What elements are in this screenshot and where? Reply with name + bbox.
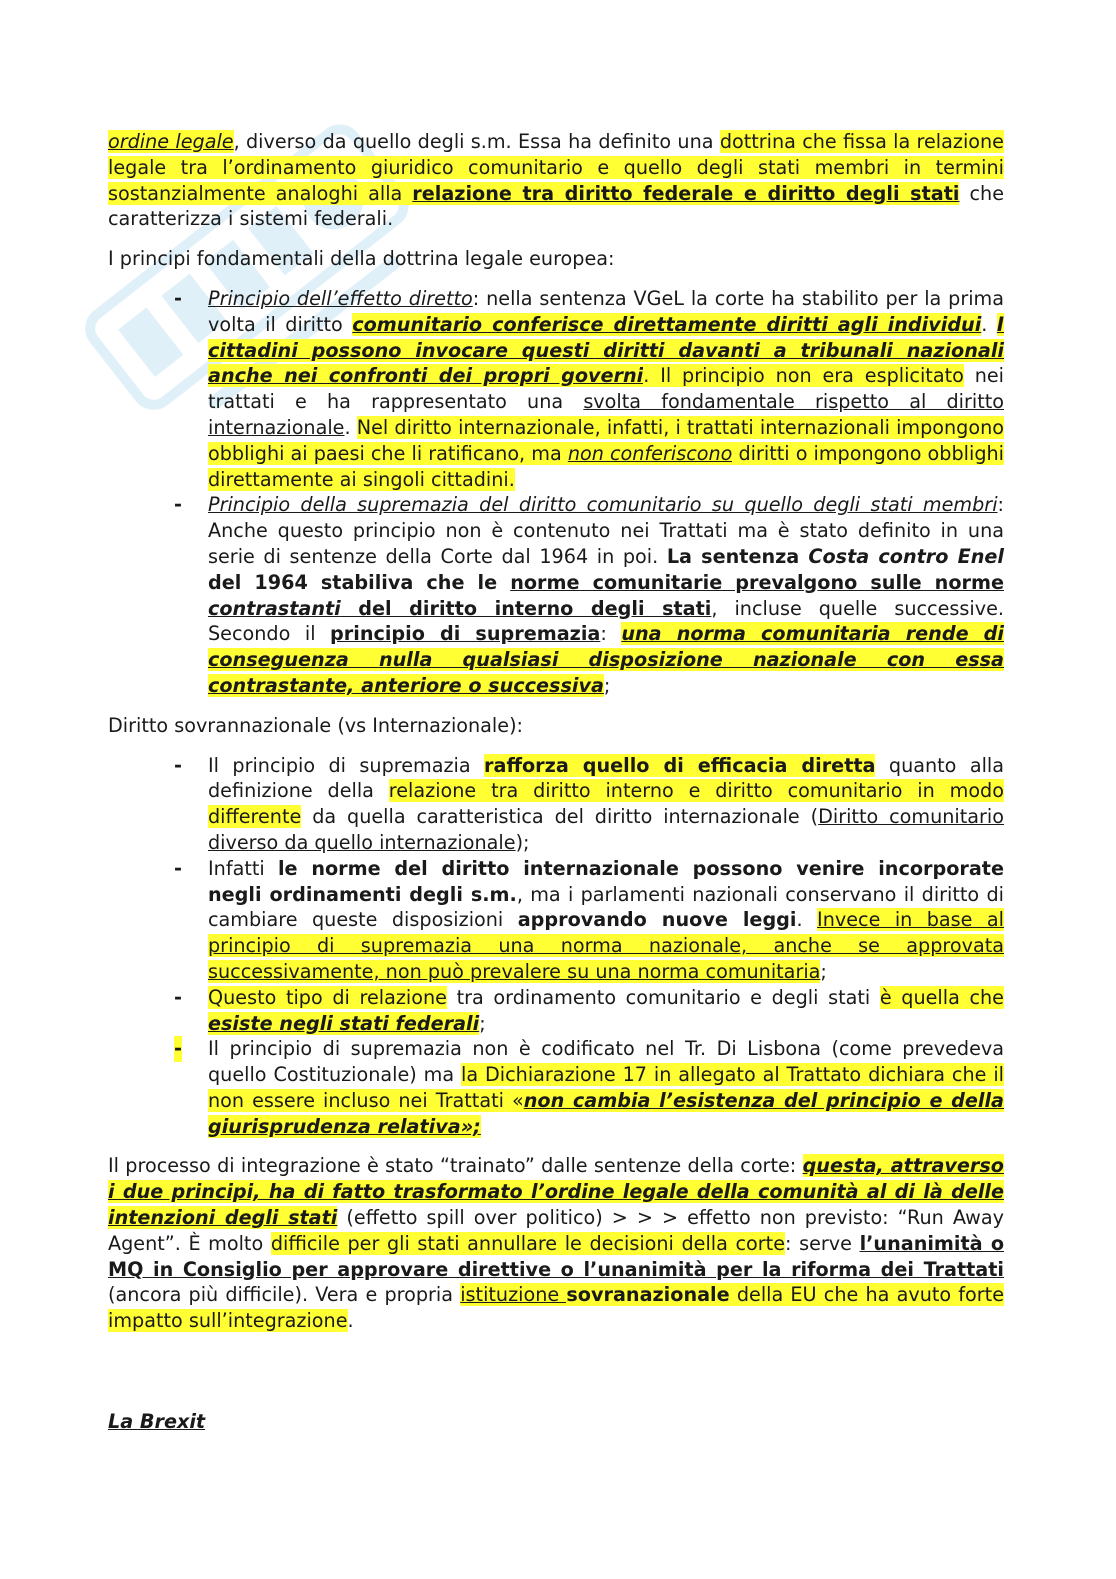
text-span: (ancora più difficile). Vera e propria: [108, 1283, 461, 1307]
text-span: svolta fondamentale rispetto al diritto internazionale: [208, 390, 1004, 439]
principles-list: [108, 286, 1004, 699]
text-span: difficile per gli stati annullare le decisioni della corte: [270, 1231, 786, 1255]
text-span: .: [981, 312, 997, 336]
text-span: esiste negli stati federali: [208, 1011, 480, 1035]
text-span: diritti o impongono obblighi direttamente ai singoli cittadini.: [208, 441, 1004, 491]
text-span: non era esplicitato: [775, 364, 964, 388]
text-span: : nella sentenza VGeL la corte ha stabilito per la prima volta il diritto: [208, 286, 1004, 336]
text-span: , diverso da quello degli s.m. Essa ha definito una: [233, 130, 720, 153]
text-span: relazione tra diritto federale e diritto degli stati: [412, 181, 960, 205]
text-span: : Anche questo principio non è contenuto nei Trattati ma è stato definito in una serie di sentenze della Corte dal 1964 in poi.: [208, 493, 1004, 568]
text-span: Nel diritto internazionale, infatti, i trattati internazionali impongono obblighi ai paesi che li ratificano, ma: [208, 415, 1005, 465]
text-span: Questo tipo di relazione: [208, 985, 447, 1009]
text-span: ordine legale: [108, 130, 234, 153]
text-span: I cittadini possono invocare questi diritti davanti a tribunali nazionali anche nei confronti dei propri governi: [208, 312, 1004, 388]
supremacy-list: [108, 753, 1004, 1140]
text-span: norme comunitarie prevalgono sulle norme: [510, 570, 1004, 594]
text-span: approvando nuove leggi: [517, 908, 797, 932]
text-span: relazione tra diritto interno e diritto comunitario in modo differente: [208, 779, 1004, 829]
text-span: del 1964 stabiliva che le: [208, 570, 511, 594]
text-span: da quella caratteristica del diritto internazionale (: [301, 805, 819, 829]
text-span: comunitario conferisce direttamente diritti agli individui: [352, 312, 982, 336]
text-span: rafforza quello di efficacia diretta: [484, 753, 876, 777]
document-body: [108, 129, 1004, 1334]
text-span: . Il principio: [643, 364, 776, 388]
text-span: dottrina che fissa la relazione legale tra l’ordinamento giuridico comunitario e quello degli stati membri in termini sostanzialmente analoghi alla: [108, 130, 1004, 205]
text-span: , incluse quelle successive. Secondo il: [208, 596, 1004, 646]
text-span: è quella che: [879, 985, 1004, 1009]
list-item: [174, 1036, 1004, 1139]
text-span: Principio dell’effetto diretto: [208, 286, 473, 310]
bullet: -: [174, 1037, 182, 1061]
bullet: -: [174, 286, 182, 310]
text-span: del diritto interno degli stati: [340, 596, 712, 620]
list-item: [174, 856, 1005, 985]
text-span: La sentenza: [666, 544, 809, 568]
text-span: non conferiscono: [567, 441, 733, 465]
paragraph-sovrannazionale: Diritto sovrannazionale (vs Internazionale):: [108, 713, 524, 737]
text-span: Principio della supremazia del diritto comunitario su quello degli stati membri: [208, 493, 998, 517]
text-span: che caratterizza i sistemi federali.: [108, 181, 1004, 231]
text-span: ;: [479, 1011, 486, 1035]
text-span: questa, attraverso i due principi, ha di fatto trasformato l’ordine legale della comunità al di là delle intenzioni degli stati: [108, 1154, 1004, 1230]
text-span: nei trattati e ha rappresentato una: [208, 364, 1004, 414]
text-span: Il processo di integrazione è stato “trainato” dalle sentenze della corte:: [108, 1154, 803, 1178]
paragraph-intro: [108, 129, 1004, 232]
bullet: -: [174, 985, 182, 1009]
text-span: la Dichiarazione 17 in allegato al Trattato dichiara che il non essere incluso nei Trattati «: [208, 1063, 1004, 1112]
list-item: [174, 985, 1004, 1037]
text-span: Diritto comunitario diverso da quello internazionale: [208, 805, 1004, 854]
text-span: una norma comunitaria rende di conseguenza nulla qualsiasi disposizione nazionale con essa contrastante, anteriore o successiva: [208, 622, 1004, 697]
text-span: Invece in base al principio di supremazia una norma nazionale, anche se approvata successivamente, non può prevalere su una norma comunitaria: [208, 908, 1005, 983]
text-span: non cambia l’esistenza del principio e della giurisprudenza relativa»;: [208, 1088, 1004, 1138]
text-span: sovranazionale: [566, 1283, 730, 1307]
text-span: ;: [603, 673, 611, 697]
text-span: );: [515, 830, 530, 854]
text-span: quanto alla definizione della: [208, 753, 1004, 803]
bullet: -: [174, 856, 182, 880]
bullet: -: [174, 493, 182, 517]
text-span: Infatti: [208, 856, 278, 880]
text-span: .: [796, 908, 818, 932]
text-span: .: [347, 1309, 354, 1333]
text-span: , ma i parlamenti nazionali conservano il diritto di cambiare queste disposizioni: [208, 882, 1004, 932]
text-span: : serve: [785, 1231, 860, 1255]
paragraph-integrazione: [108, 1153, 1004, 1334]
text-span: tra ordinamento comunitario e degli stati: [446, 985, 880, 1009]
bullet: -: [174, 753, 182, 777]
text-span: ;: [820, 959, 827, 983]
text-span: della EU che ha avuto forte impatto sull’integrazione: [108, 1283, 1005, 1333]
text-span: Costa contro Enel: [808, 544, 1004, 568]
text-span: .: [344, 415, 357, 439]
text-span: l’unanimità o MQ in Consiglio per approvare direttive o l’unanimità per la riforma dei Trattati: [108, 1231, 1004, 1281]
list-item: [174, 753, 1004, 856]
text-span: Il principio di supremazia: [208, 753, 485, 777]
paragraph-principi: I principi fondamentali della dottrina legale europea:: [108, 247, 615, 271]
text-span: le norme del diritto internazionale possono venire incorporate negli ordinamenti degli s.m.: [208, 856, 1004, 906]
section-title: La Brexit: [108, 1410, 206, 1433]
text-span: contrastanti: [208, 596, 341, 620]
list-item: [174, 286, 1005, 492]
text-span: istituzione: [460, 1283, 567, 1307]
text-span: :: [600, 622, 622, 646]
text-span: (effetto spill over politico) > > > effetto non previsto: “Run Away Agent”. È molto: [108, 1206, 1004, 1255]
text-span: Il principio di supremazia non è codificato nel Tr. Di Lisbona (come prevedeva quello Costituzionale) ma: [208, 1037, 1004, 1087]
list-item: [174, 492, 1004, 698]
text-span: principio di supremazia: [330, 622, 601, 646]
